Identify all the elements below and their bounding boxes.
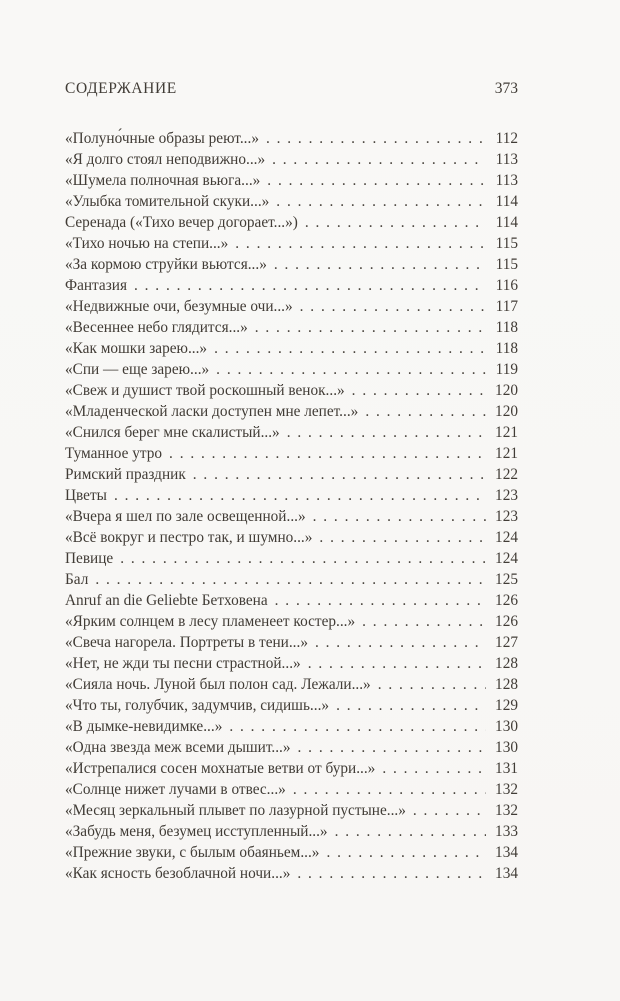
toc-entry-title: «Младенческой ласки доступен мне лепет...» xyxy=(65,403,359,420)
toc-entry-page: 133 xyxy=(495,823,518,840)
toc-row xyxy=(65,212,518,233)
toc-row xyxy=(65,632,518,653)
toc-entry-title: «Я долго стоял неподвижно...» xyxy=(65,151,266,168)
toc-entry-page: 126 xyxy=(495,592,518,609)
dot-leader xyxy=(308,653,486,674)
toc-entry-title: «Солнце нижет лучами в отвес...» xyxy=(65,781,286,798)
toc-entry-page: 130 xyxy=(495,739,518,756)
toc-entry-title: «Шумела полночная вьюга...» xyxy=(65,172,261,189)
toc-entry-title: «Нет, не жди ты песни страстной...» xyxy=(65,655,301,672)
toc-entry-page: 113 xyxy=(495,151,518,168)
toc-entry-page: 127 xyxy=(495,634,518,651)
toc-entry-page: 123 xyxy=(495,487,518,504)
dot-leader xyxy=(382,758,486,779)
toc-row xyxy=(65,443,518,464)
toc-entry-title: Серенада («Тихо вечер догорает...») xyxy=(65,214,298,231)
toc-row xyxy=(65,422,518,443)
toc-entry-title: «Как мошки зарею...» xyxy=(65,340,208,357)
toc-row xyxy=(65,758,518,779)
dot-leader xyxy=(214,338,486,359)
toc-entry-title: Фантазия xyxy=(65,277,127,294)
dot-leader xyxy=(413,800,486,821)
toc-entry-page: 115 xyxy=(495,235,518,252)
toc-entry-page: 126 xyxy=(495,613,518,630)
toc-entry-title: «Ярким солнцем в лесу пламенеет костер...» xyxy=(65,613,356,630)
toc-row xyxy=(65,674,518,695)
toc-entry-page: 124 xyxy=(495,550,518,567)
toc-entry-title: «Снился берег мне скалистый...» xyxy=(65,424,280,441)
toc-heading: СОДЕРЖАНИЕ xyxy=(65,80,177,97)
toc-entry-title: «Истрепалися сосен мохнатые ветви от бури...» xyxy=(65,760,376,777)
dot-leader xyxy=(267,170,486,191)
toc-row xyxy=(65,317,518,338)
toc-entry-page: 118 xyxy=(495,340,518,357)
dot-leader xyxy=(266,128,486,149)
toc-row xyxy=(65,464,518,485)
toc-entry-title: «Сияла ночь. Луной был полон сад. Лежали...» xyxy=(65,676,371,693)
toc-row xyxy=(65,128,518,149)
toc-row xyxy=(65,842,518,863)
dot-leader xyxy=(362,611,486,632)
toc-row xyxy=(65,233,518,254)
toc-entry-page: 120 xyxy=(495,382,518,399)
toc-entry-title: «Забудь меня, безумец исступленный...» xyxy=(65,823,328,840)
dot-leader xyxy=(169,443,486,464)
toc-entry-page: 134 xyxy=(495,844,518,861)
toc-entry-title: «Месяц зеркальный плывет по лазурной пустыне...» xyxy=(65,802,406,819)
toc-entry-page: 114 xyxy=(495,214,518,231)
toc-row xyxy=(65,653,518,674)
toc-entry-title: Певице xyxy=(65,550,114,567)
toc-entry-title: Бал xyxy=(65,571,89,588)
toc-entry-page: 117 xyxy=(495,298,518,315)
dot-leader xyxy=(114,485,486,506)
dot-leader xyxy=(313,506,486,527)
dot-leader xyxy=(298,737,486,758)
toc-entry-page: 118 xyxy=(495,319,518,336)
toc-row xyxy=(65,275,518,296)
toc-entry-page: 123 xyxy=(495,508,518,525)
toc-row xyxy=(65,800,518,821)
dot-leader xyxy=(255,317,486,338)
toc-row xyxy=(65,737,518,758)
toc-entry-page: 125 xyxy=(495,571,518,588)
dot-leader xyxy=(352,380,486,401)
dot-leader xyxy=(95,569,486,590)
toc-list xyxy=(65,128,518,884)
toc-row xyxy=(65,863,518,884)
dot-leader xyxy=(378,674,486,695)
toc-entry-title: «Спи — еще зарею...» xyxy=(65,361,210,378)
toc-entry-page: 120 xyxy=(495,403,518,420)
toc-entry-title: «Свеча нагорела. Портреты в тени...» xyxy=(65,634,308,651)
toc-row xyxy=(65,359,518,380)
toc-entry-title: «Прежние звуки, с былым обаяньем...» xyxy=(65,844,320,861)
toc-row xyxy=(65,338,518,359)
toc-entry-title: «Весеннее небо глядится...» xyxy=(65,319,248,336)
toc-entry-title: «Полуно́чные образы реют...» xyxy=(65,130,259,147)
toc-row xyxy=(65,401,518,422)
toc-row xyxy=(65,611,518,632)
toc-row xyxy=(65,254,518,275)
toc-entry-page: 134 xyxy=(495,865,518,882)
toc-entry-page: 132 xyxy=(495,781,518,798)
toc-entry-page: 119 xyxy=(495,361,518,378)
toc-row xyxy=(65,380,518,401)
toc-entry-page: 129 xyxy=(495,697,518,714)
toc-entry-page: 116 xyxy=(495,277,518,294)
toc-row xyxy=(65,779,518,800)
toc-row xyxy=(65,485,518,506)
dot-leader xyxy=(315,632,486,653)
dot-leader xyxy=(305,212,486,233)
dot-leader xyxy=(326,842,486,863)
toc-entry-page: 112 xyxy=(495,130,518,147)
dot-leader xyxy=(276,191,486,212)
toc-entry-title: Римский праздник xyxy=(65,466,186,483)
toc-entry-title: «Как ясность безоблачной ночи...» xyxy=(65,865,291,882)
toc-row xyxy=(65,569,518,590)
toc-entry-title: «Всё вокруг и пестро так, и шумно...» xyxy=(65,529,313,546)
toc-entry-title: Цветы xyxy=(65,487,107,504)
dot-leader xyxy=(297,863,486,884)
dot-leader xyxy=(272,149,486,170)
dot-leader xyxy=(120,548,486,569)
toc-entry-page: 132 xyxy=(495,802,518,819)
toc-row xyxy=(65,149,518,170)
dot-leader xyxy=(300,296,486,317)
toc-entry-page: 124 xyxy=(495,529,518,546)
toc-entry-page: 130 xyxy=(495,718,518,735)
dot-leader xyxy=(235,233,486,254)
toc-entry-title: «В дымке-невидимке...» xyxy=(65,718,223,735)
toc-entry-title: «Улыбка томительной скуки...» xyxy=(65,193,270,210)
toc-entry-title: Туманное утро xyxy=(65,445,163,462)
toc-row xyxy=(65,695,518,716)
toc-entry-title: Anruf an die Geliebte Бетховена xyxy=(65,592,268,609)
dot-leader xyxy=(275,590,486,611)
dot-leader xyxy=(216,359,486,380)
toc-entry-page: 131 xyxy=(495,760,518,777)
toc-entry-page: 113 xyxy=(495,172,518,189)
toc-entry-page: 128 xyxy=(495,676,518,693)
toc-row xyxy=(65,506,518,527)
dot-leader xyxy=(229,716,486,737)
toc-entry-title: «Свеж и душист твой роскошный венок...» xyxy=(65,382,345,399)
dot-leader xyxy=(336,695,486,716)
toc-entry-title: «Тихо ночью на степи...» xyxy=(65,235,229,252)
toc-entry-title: «Что ты, голубчик, задумчив, сидишь...» xyxy=(65,697,330,714)
toc-entry-page: 122 xyxy=(495,466,518,483)
toc-entry-page: 128 xyxy=(495,655,518,672)
dot-leader xyxy=(274,254,486,275)
toc-entry-page: 121 xyxy=(495,424,518,441)
toc-header xyxy=(65,80,518,98)
toc-row xyxy=(65,548,518,569)
dot-leader xyxy=(335,821,486,842)
toc-row xyxy=(65,296,518,317)
toc-entry-title: «Вчера я шел по зале освещенной...» xyxy=(65,508,306,525)
toc-row xyxy=(65,716,518,737)
dot-leader xyxy=(287,422,486,443)
toc-entry-page: 114 xyxy=(495,193,518,210)
toc-row xyxy=(65,170,518,191)
toc-entry-title: «Одна звезда меж всеми дышит...» xyxy=(65,739,291,756)
toc-row xyxy=(65,821,518,842)
current-page-number: 373 xyxy=(494,80,518,97)
dot-leader xyxy=(134,275,486,296)
dot-leader xyxy=(293,779,486,800)
toc-entry-title: «За кормою струйки вьются...» xyxy=(65,256,267,273)
toc-row xyxy=(65,191,518,212)
toc-row xyxy=(65,527,518,548)
toc-entry-title: «Недвижные очи, безумные очи...» xyxy=(65,298,293,315)
toc-row xyxy=(65,590,518,611)
toc-entry-page: 121 xyxy=(495,445,518,462)
dot-leader xyxy=(319,527,486,548)
toc-entry-page: 115 xyxy=(495,256,518,273)
dot-leader xyxy=(365,401,486,422)
dot-leader xyxy=(193,464,486,485)
